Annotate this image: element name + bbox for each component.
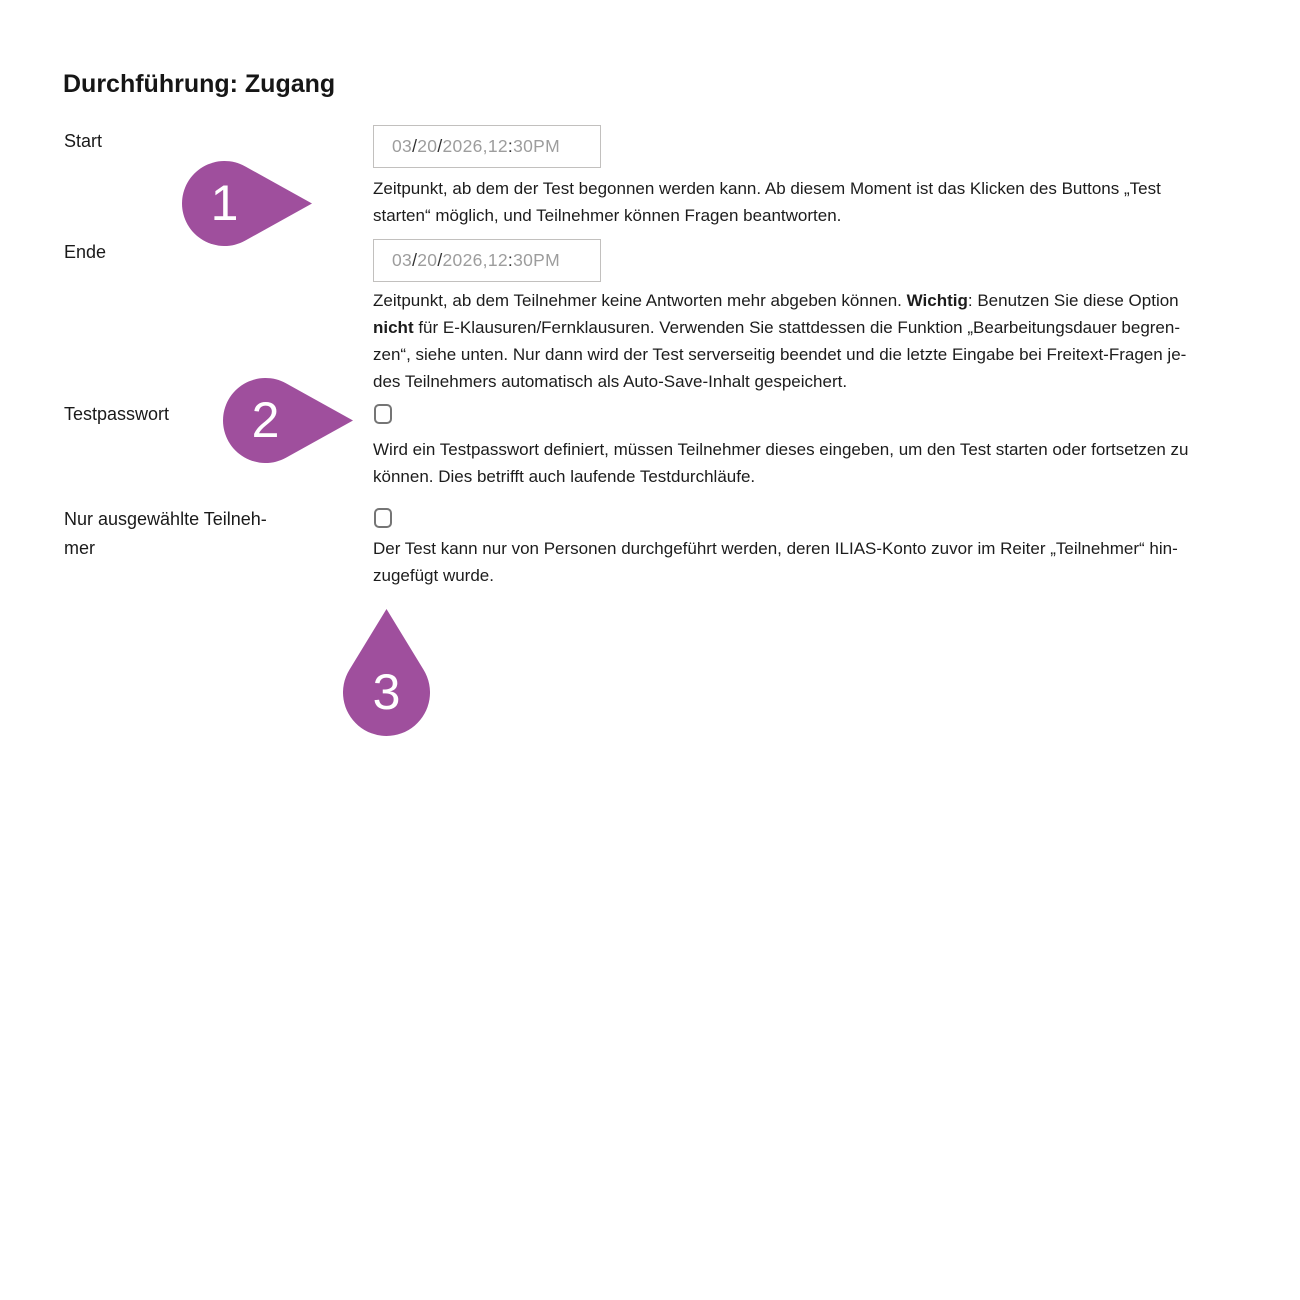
annotation-marker-1 (182, 161, 312, 246)
ende-description: Zeitpunkt, ab dem Teilnehmer keine Antworten mehr abgeben können. Wichtig: Benutzen Sie diese Option nicht für E-Klausuren/Fernklausuren. Verwenden Sie stattdessen die Funktion „Bearbeitungsdauer begren- zen“, siehe unten. Nur dann wird der Test serverseitig beendet und die letzte Eingabe bei Freitext-Fragen je- des Teilnehmers automatisch als Auto-Save-Inhalt gespeichert. (373, 291, 1187, 391)
start-datetime-input[interactable]: 03 / 20 / 2026 , 12 : 30 PM (373, 125, 601, 168)
marker-2-number: 2 (251, 392, 280, 448)
testpasswort-description: Wird ein Testpasswort definiert, müssen Teilnehmer dieses eingeben, um den Test starten oder fortsetzen zu können. Dies betrifft auch laufende Testdurchläufe. (373, 440, 1189, 486)
ende-label: Ende (64, 242, 107, 262)
annotation-marker-2 (223, 378, 353, 463)
testpasswort-label: Testpasswort (64, 404, 170, 424)
participants-label: Nur ausgewählte Teilneh- mer (64, 509, 267, 558)
testpasswort-checkbox[interactable] (374, 404, 392, 424)
marker-3-number: 3 (372, 664, 401, 720)
start-label: Start (64, 131, 103, 151)
participants-checkbox[interactable] (374, 508, 392, 528)
marker-1-number: 1 (210, 175, 239, 231)
ende-datetime-input[interactable]: 03 / 20 / 2026 , 12 : 30 PM (373, 239, 601, 282)
start-description: Zeitpunkt, ab dem der Test begonnen werden kann. Ab diesem Moment ist das Klicken des Buttons „Test starten“ möglich, und Teilnehmer können Fragen beantworten. (373, 179, 1161, 225)
annotation-marker-3 (343, 609, 430, 736)
page-title: Durchführung: Zugang (63, 69, 336, 98)
participants-description: Der Test kann nur von Personen durchgeführt werden, deren ILIAS-Konto zuvor im Reiter „Teilnehmer“ hin- zugefügt wurde. (373, 539, 1178, 585)
